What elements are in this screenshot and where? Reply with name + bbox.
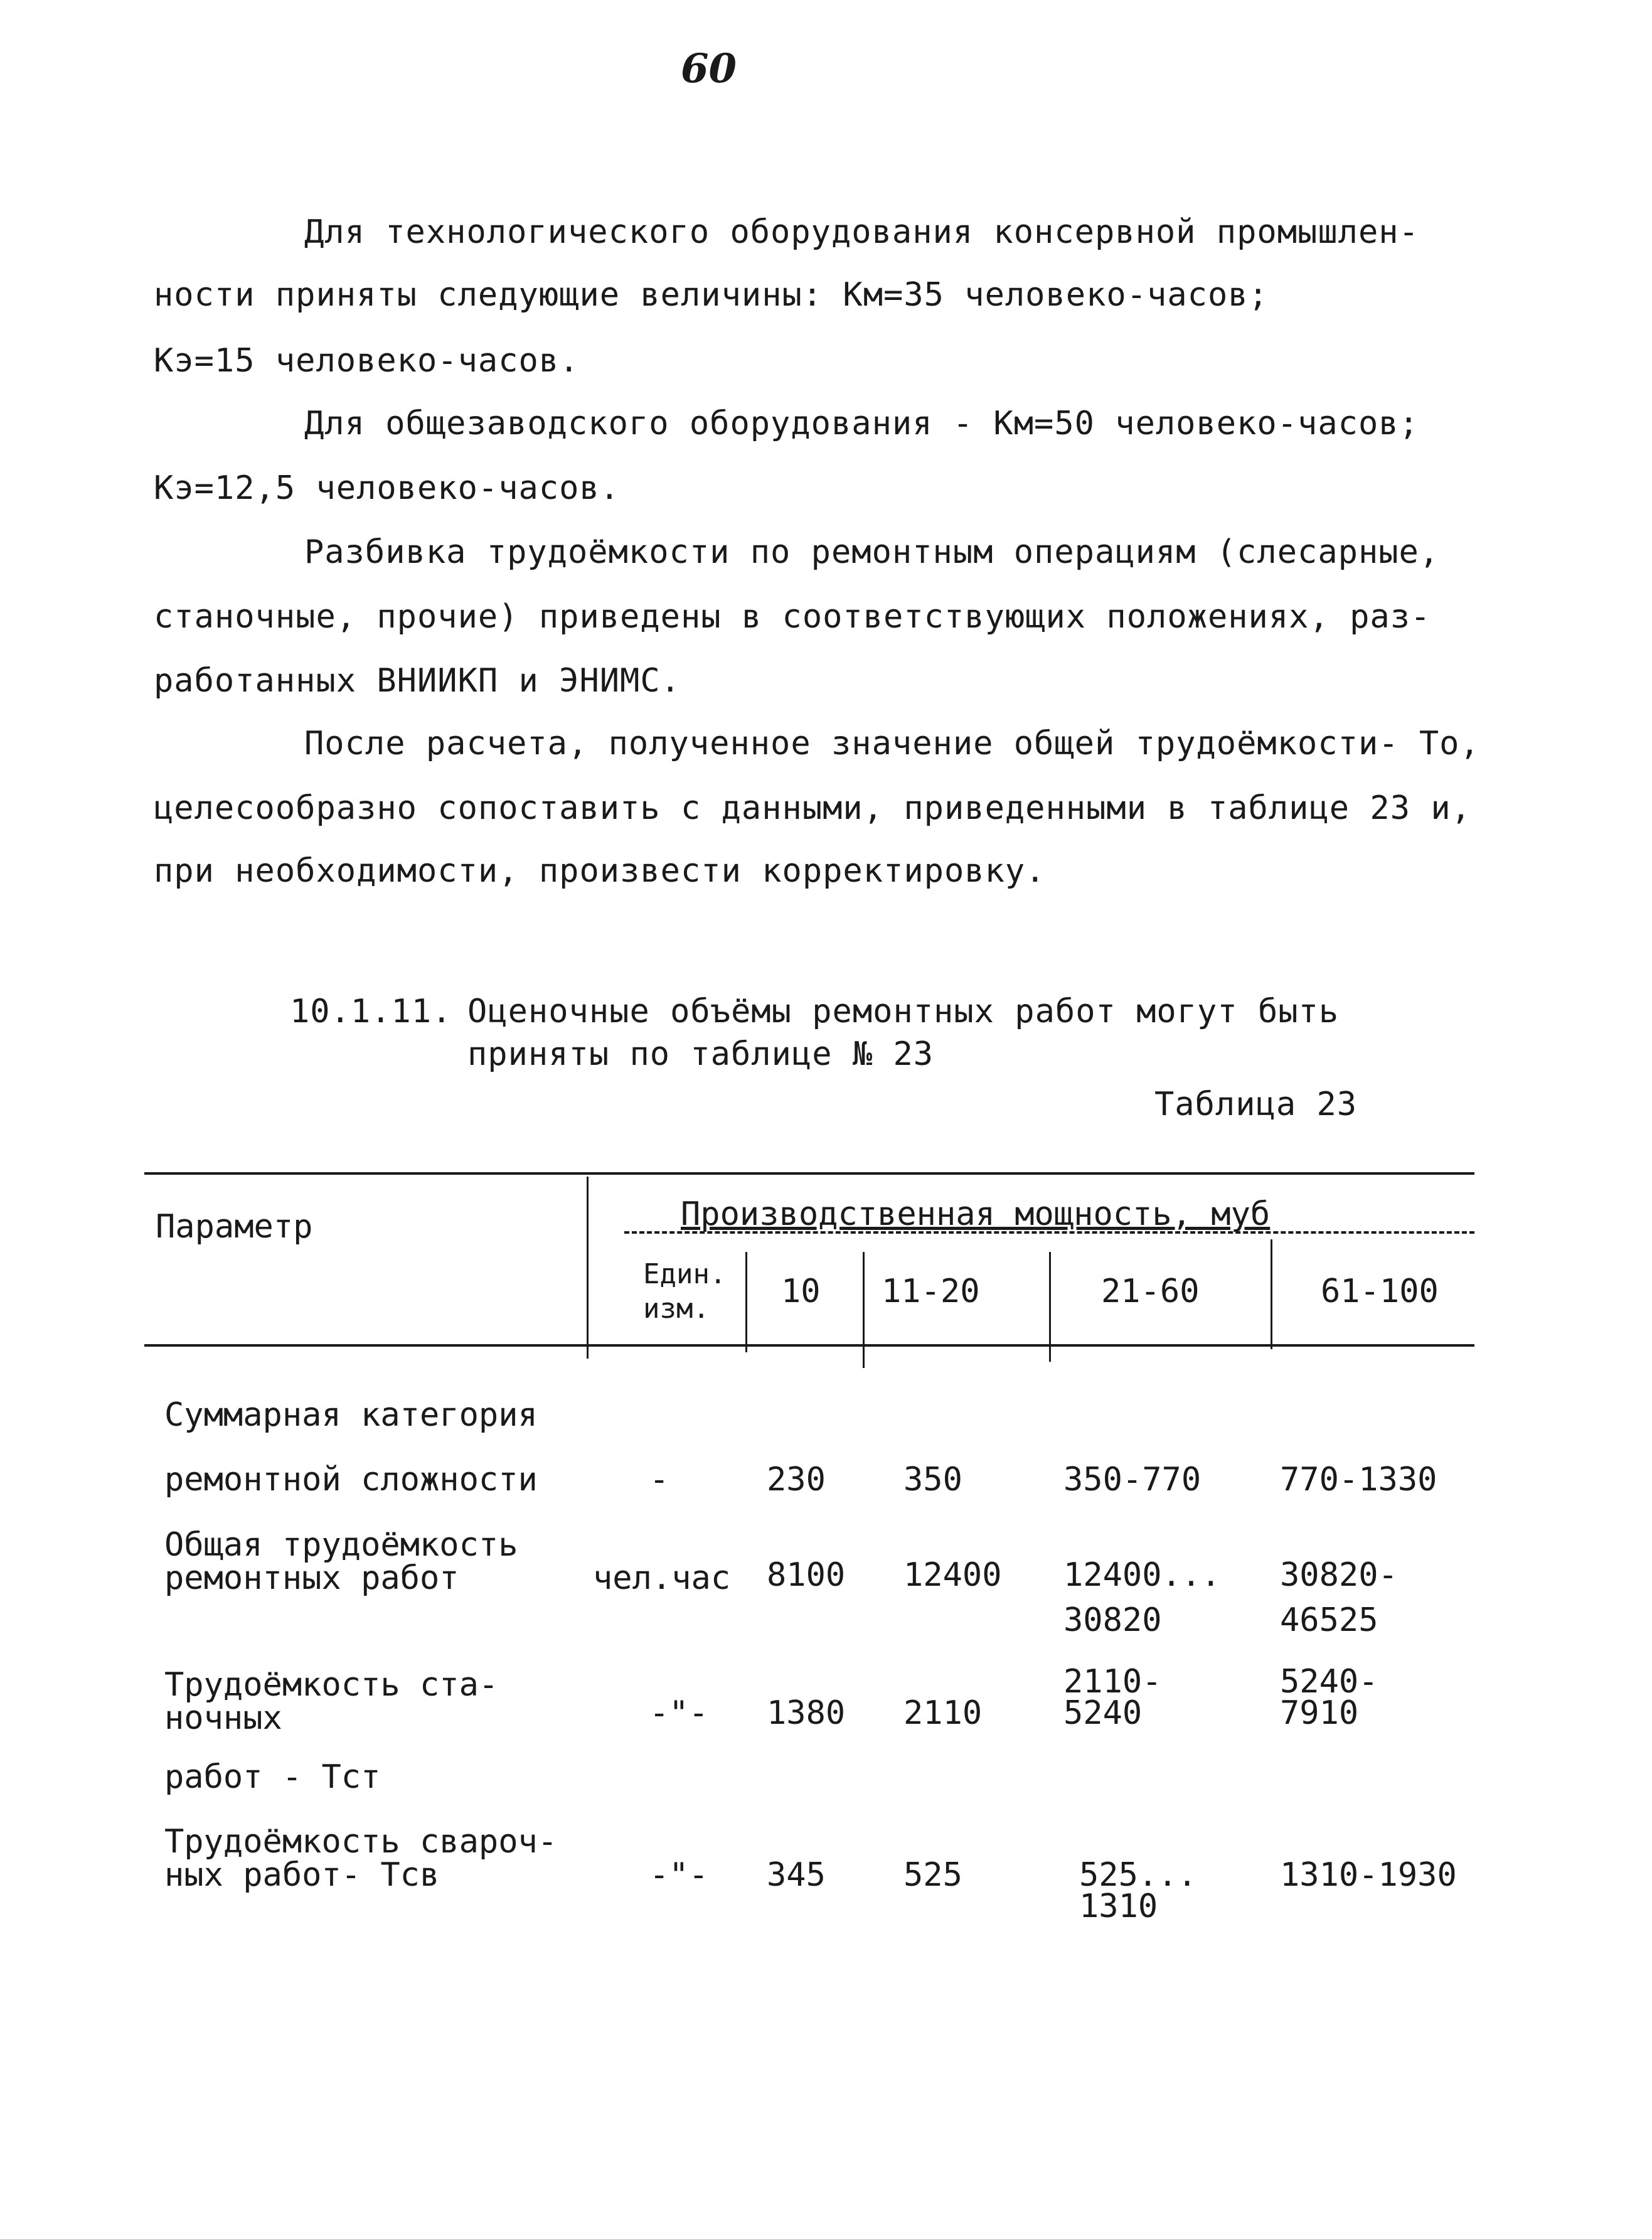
row-4-unit: -"- xyxy=(649,1856,708,1894)
row-1-unit: - xyxy=(649,1461,669,1499)
row-3-col-1: 1380 xyxy=(767,1694,846,1732)
section-title-line-2: приняты по таблице № 23 xyxy=(467,1035,934,1073)
col-divider-c2 xyxy=(1049,1252,1051,1362)
row-3-param-line-2: ночных xyxy=(164,1699,282,1737)
row-2-col-2: 12400 xyxy=(903,1556,1002,1594)
row-1-col-2: 350 xyxy=(903,1461,962,1499)
row-1-col-1: 230 xyxy=(767,1461,826,1499)
paragraph-1-line-3: Кэ=15 человеко-часов. xyxy=(154,342,580,380)
paragraph-3-line-3: работанных ВНИИКП и ЭНИМС. xyxy=(154,662,681,700)
header-col-1: 10 xyxy=(781,1273,821,1310)
row-2-col-4-line-1: 30820- xyxy=(1280,1556,1398,1594)
table-top-rule xyxy=(144,1172,1474,1175)
row-2-unit: чел.час xyxy=(593,1559,731,1597)
col-divider-unit xyxy=(745,1252,747,1352)
row-2-col-3-line-1: 12400... xyxy=(1063,1556,1221,1594)
table-caption: Таблица 23 xyxy=(1154,1086,1358,1123)
row-1-col-3: 350-770 xyxy=(1063,1461,1202,1499)
paragraph-1-line-1: Для технологического оборудования консервной промышлен- xyxy=(304,213,1419,251)
row-3-param-line-1: Трудоёмкость ста- xyxy=(164,1666,499,1704)
row-2-col-3-line-2: 30820 xyxy=(1063,1601,1162,1639)
paragraph-4-line-2: целесообразно сопоставить с данными, приведенными в таблице 23 и, xyxy=(154,789,1471,827)
row-3-col-4-line-2: 7910 xyxy=(1280,1694,1359,1732)
header-unit-line-1: Един. xyxy=(643,1258,727,1290)
row-1-col-4: 770-1330 xyxy=(1280,1461,1437,1499)
col-divider-c3 xyxy=(1271,1239,1272,1349)
paragraph-4-line-3: при необходимости, произвести корректировку. xyxy=(154,852,1046,890)
paragraph-3-line-2: станочные, прочие) приведены в соответствующих положениях, раз- xyxy=(154,598,1431,636)
row-2-col-4-line-2: 46525 xyxy=(1280,1601,1378,1639)
header-unit-line-2: изм. xyxy=(643,1293,710,1325)
header-param: Параметр xyxy=(156,1208,313,1246)
row-4-col-3-line-2: 1310 xyxy=(1079,1888,1158,1925)
paragraph-1-line-2: ности приняты следующие величины: Км=35 человеко-часов; xyxy=(154,276,1269,314)
row-3-col-4-line-1: 5240- xyxy=(1280,1663,1378,1701)
row-2-param-line-2: ремонтных работ xyxy=(164,1559,459,1597)
paragraph-2-line-2: Кэ=12,5 человеко-часов. xyxy=(154,469,621,507)
col-divider-param xyxy=(587,1177,589,1359)
row-1-param-line-1: Суммарная категория xyxy=(164,1396,538,1434)
row-2-col-1: 8100 xyxy=(767,1556,846,1594)
row-3-col-3-line-1: 2110- xyxy=(1063,1663,1162,1701)
row-4-col-4: 1310-1930 xyxy=(1280,1856,1457,1894)
row-3-param-line-3: работ - Тст xyxy=(164,1758,381,1796)
row-2-param-line-1: Общая трудоёмкость xyxy=(164,1526,518,1564)
row-3-unit: -"- xyxy=(649,1694,708,1732)
row-4-col-3-line-1: 525... xyxy=(1079,1856,1197,1894)
row-4-col-1: 345 xyxy=(767,1856,826,1894)
header-col-2: 11-20 xyxy=(882,1273,980,1310)
row-4-col-2: 525 xyxy=(903,1856,962,1894)
paragraph-3-line-1: Разбивка трудоёмкости по ремонтным операциям (слесарные, xyxy=(304,533,1440,571)
header-group: Производственная мощность, муб xyxy=(681,1195,1271,1233)
row-1-param-line-2: ремонтной сложности xyxy=(164,1461,538,1499)
row-4-param-line-2: ных работ- Тсв xyxy=(164,1856,440,1894)
header-col-3: 21-60 xyxy=(1101,1273,1200,1310)
table-header-rule xyxy=(144,1344,1474,1347)
paragraph-2-line-1: Для общезаводского оборудования - Км=50 человеко-часов; xyxy=(304,405,1419,442)
page-number: 60 xyxy=(681,45,737,92)
section-number: 10.1.11. xyxy=(290,993,452,1030)
paragraph-4-line-1: После расчета, полученное значение общей трудоёмкости- То, xyxy=(304,725,1480,762)
section-title-line-1: Оценочные объёмы ремонтных работ могут быть xyxy=(467,993,1340,1030)
row-3-col-3-line-2: 5240 xyxy=(1063,1694,1143,1732)
header-col-4: 61-100 xyxy=(1321,1273,1439,1310)
row-3-col-2: 2110 xyxy=(903,1694,983,1732)
row-4-param-line-1: Трудоёмкость свароч- xyxy=(164,1823,558,1861)
col-divider-c1 xyxy=(863,1252,865,1368)
